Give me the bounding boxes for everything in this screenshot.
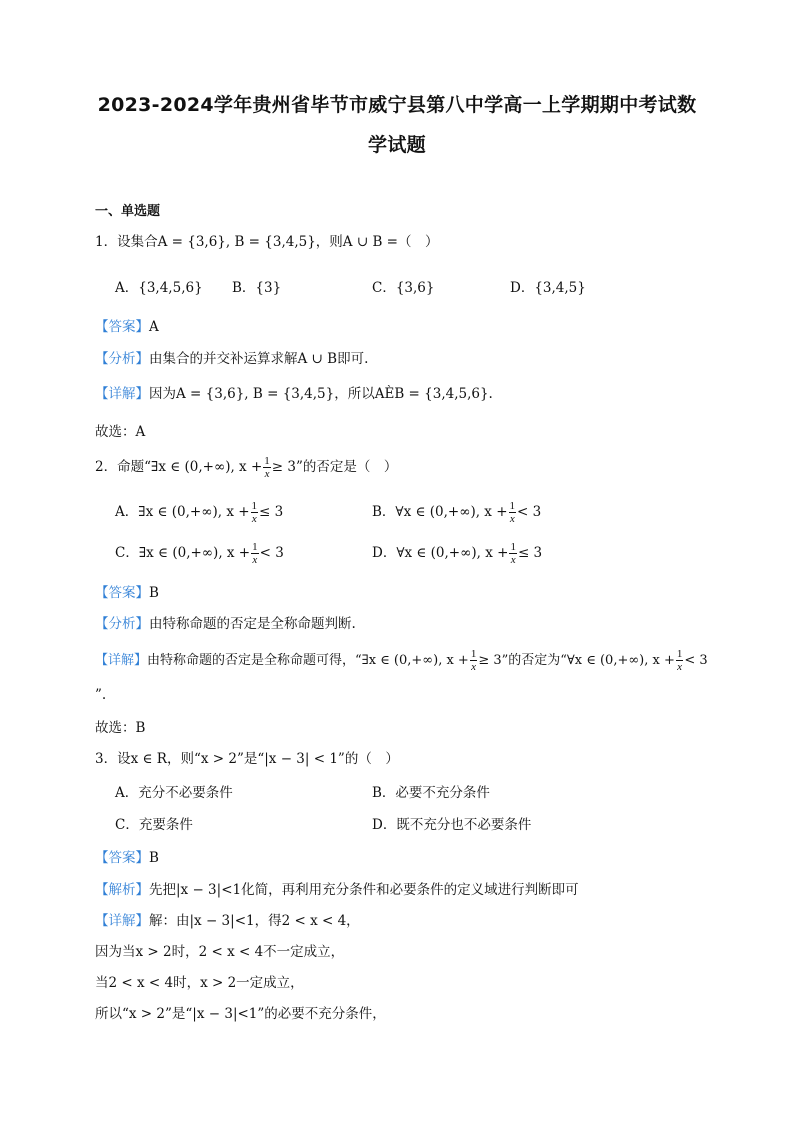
- q3-detail-line-4: 所以“x > 2”是“|x − 3|<1”的必要不充分条件，: [95, 1006, 386, 1022]
- analysis-label: 【分析】: [95, 351, 149, 367]
- q1-option-d: D．{3,4,5}: [510, 280, 586, 296]
- q2-answer: [95, 584, 159, 602]
- detail-label: 【详解】: [95, 913, 149, 929]
- answer-label: 【答案】: [95, 585, 149, 601]
- q3-answer-value: B: [149, 850, 159, 866]
- fraction-denominator: x: [252, 554, 258, 566]
- q2-detail-post: < 3: [684, 653, 708, 668]
- q1-option-c: C．{3,6}: [372, 280, 435, 296]
- choose-prefix: 故选：: [95, 720, 136, 736]
- q2-option-d-fraction: [509, 541, 517, 566]
- fraction-numerator: 1: [510, 541, 516, 553]
- q2-stem: [95, 452, 397, 482]
- fraction-denominator: x: [471, 661, 477, 673]
- q2-choose: [95, 719, 145, 737]
- answer-label: 【答案】: [95, 319, 149, 335]
- fraction-numerator: 1: [470, 648, 477, 660]
- answer-label: 【答案】: [95, 850, 149, 866]
- q2-analysis-text: 由特称命题的否定是全称命题判断.: [149, 616, 356, 632]
- q1-analysis: [95, 350, 368, 368]
- fraction-denominator: x: [251, 513, 257, 525]
- q2-detail: [95, 646, 708, 676]
- q1-answer-value: A: [149, 319, 159, 335]
- choose-prefix: 故选：: [95, 424, 136, 440]
- q2-stem-fraction: [263, 455, 271, 480]
- q2-option-b-pre: B．∀x ∈ (0,+∞), x +: [372, 504, 508, 520]
- q1-choose-value: A: [135, 424, 146, 440]
- q3-answer: [95, 849, 159, 867]
- analysis-label: 【解析】: [95, 882, 149, 898]
- page-title-line2: 学试题: [368, 134, 426, 156]
- fraction-denominator: x: [677, 661, 683, 673]
- q2-detail-tail: ”.: [95, 687, 107, 703]
- q2-analysis: [95, 615, 356, 633]
- q1-detail: [95, 385, 493, 403]
- q2-option-b-post: < 3: [517, 504, 542, 520]
- q3-option-a: A．充分不必要条件: [115, 785, 233, 801]
- q1-stem: 1．设集合A = {3,6}, B = {3,4,5}，则A ∪ B =（ ）: [95, 234, 439, 250]
- q1-answer: [95, 318, 159, 336]
- q2-detail-fraction-1: [470, 648, 478, 673]
- q2-detail-pre: 由特称命题的否定是全称命题可得，“∃x ∈ (0,+∞), x +: [147, 653, 469, 668]
- fraction-numerator: 1: [509, 500, 516, 512]
- q2-option-c-pre: C．∃x ∈ (0,+∞), x +: [115, 545, 251, 561]
- q3-option-c: C．充要条件: [115, 817, 193, 833]
- q3-detail-line-1: 解：由|x − 3|<1，得2 < x < 4，: [149, 913, 360, 929]
- q2-option-c-fraction: [251, 541, 259, 566]
- q3-analysis: [95, 881, 579, 899]
- fraction-denominator: x: [510, 554, 516, 566]
- detail-label: 【详解】: [95, 386, 149, 402]
- q3-analysis-text: 先把|x − 3|<1化简，再利用充分条件和必要条件的定义域进行判断即可: [149, 882, 579, 898]
- q2-option-a-fraction: [251, 500, 259, 525]
- fraction-numerator: 1: [252, 541, 258, 553]
- q1-choose: [95, 423, 145, 441]
- section-heading: 一、单选题: [95, 204, 161, 219]
- q1-detail-text: 因为A = {3,6}, B = {3,4,5}，所以AÈB = {3,4,5,6}.: [149, 386, 493, 402]
- q2-option-a-post: ≤ 3: [259, 504, 284, 520]
- analysis-label: 【分析】: [95, 616, 149, 632]
- detail-label: 【详解】: [95, 653, 148, 668]
- q2-stem-post: ≥ 3”的否定是（ ）: [271, 459, 398, 475]
- q2-answer-value: B: [149, 585, 159, 601]
- q1-option-a: A．{3,4,5,6}: [115, 280, 203, 296]
- q2-detail-mid: ≥ 3”的否定为“∀x ∈ (0,+∞), x +: [478, 653, 675, 668]
- fraction-denominator: x: [509, 513, 515, 525]
- page-title-line1: 2023-2024学年贵州省毕节市威宁县第八中学高一上学期期中考试数: [97, 94, 697, 116]
- q2-option-d-post: ≤ 3: [517, 545, 543, 561]
- fraction-numerator: 1: [251, 500, 258, 512]
- q2-option-b: [372, 497, 541, 527]
- q1-option-b: B．{3}: [232, 280, 282, 296]
- q3-detail-line-3: 当2 < x < 4时，x > 2一定成立，: [95, 975, 304, 991]
- q2-option-d: [372, 538, 542, 568]
- q2-option-a-pre: A．∃x ∈ (0,+∞), x +: [115, 504, 250, 520]
- q2-choose-value: B: [135, 720, 146, 736]
- q1-analysis-text: 由集合的并交补运算求解A ∪ B即可.: [149, 351, 369, 367]
- q2-stem-pre: 2．命题“∃x ∈ (0,+∞), x +: [95, 459, 263, 475]
- q3-stem: 3．设x ∈ R，则“x > 2”是“|x − 3| < 1”的（ ）: [95, 751, 399, 767]
- q2-option-c-post: < 3: [259, 545, 284, 561]
- q2-detail-fraction-2: [676, 648, 684, 673]
- fraction-numerator: 1: [264, 455, 270, 467]
- q3-detail: [95, 912, 360, 930]
- q3-option-b: B．必要不充分条件: [372, 785, 490, 801]
- q2-option-d-pre: D．∀x ∈ (0,+∞), x +: [372, 545, 509, 561]
- fraction-numerator: 1: [676, 648, 683, 660]
- q2-option-c: [115, 538, 284, 568]
- q3-detail-line-2: 因为当x > 2时，2 < x < 4不一定成立，: [95, 944, 345, 960]
- q2-option-a: [115, 497, 283, 527]
- fraction-denominator: x: [264, 468, 270, 480]
- q2-option-b-fraction: [509, 500, 517, 525]
- q3-option-d: D．既不充分也不必要条件: [372, 817, 532, 833]
